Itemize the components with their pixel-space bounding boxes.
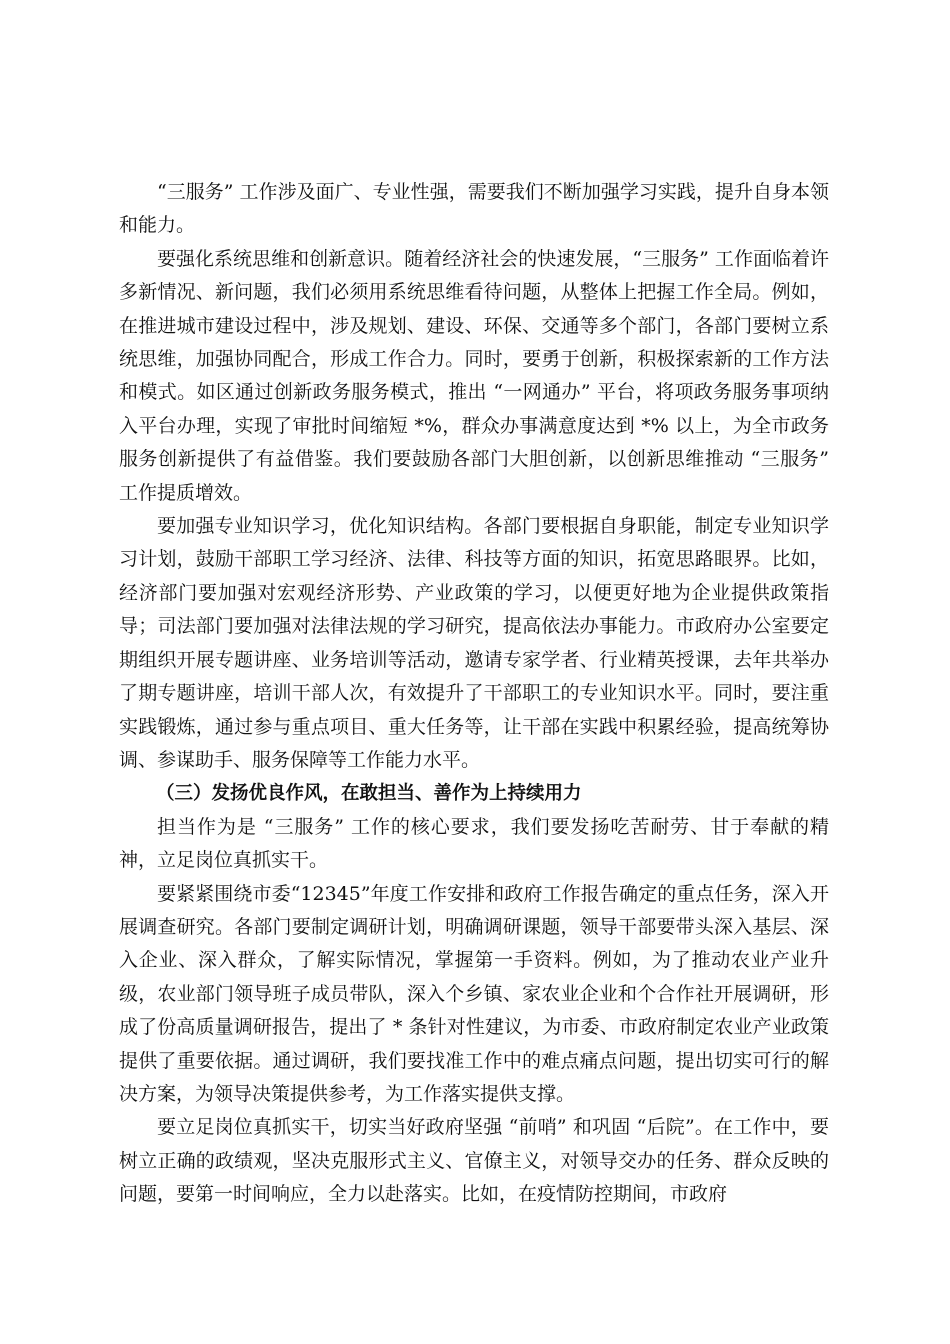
document-body (119, 176, 829, 1212)
paragraph-practical-work: 要立足岗位真抓实干，切实当好政府坚强 “前哨” 和巩固 “后院”。在工作中，要树立正确的政绩观，坚决克服形式主义、官僚主义，对领导交办的任务、群众反映的问题，要第一时间响应，全力以赴落实。比如，在疫情防控期间，市政府 (119, 1116, 829, 1206)
paragraph-systems-thinking: 要强化系统思维和创新意识。随着经济社会的快速发展，“三服务” 工作面临着许多新情况、新问题，我们必须用系统思维看待问题，从整体上把握工作全局。例如，在推进城市建设过程中，涉及规划、建设、环保、交通等多个部门，各部门要树立系统思维，加强协同配合，形成工作合力。同时，要勇于创新，积极探索新的工作方法和模式。如区通过创新政务服务模式，推出 “一网通办” 平台，将项政务服务事项纳入平台办理，实现了审批时间缩短 *%，群众办事满意度达到 *% 以上，为全市政务服务创新提供了有益借鉴。我们要鼓励各部门大胆创新，以创新思维推动 “三服务” 工作提质增效。 (119, 247, 829, 504)
paragraph-research: 要紧紧围绕市委“12345”年度工作安排和政府工作报告确定的重点任务，深入开展调查研究。各部门要制定调研计划，明确调研课题，领导干部要带头深入基层、深入企业、深入群众，了解实际情况，掌握第一手资料。例如，为了推动农业产业升级，农业部门领导班子成员带队，深入个乡镇、家农业企业和个合作社开展调研，形成了份高质量调研报告，提出了 * 条针对性建议，为市委、市政府制定农业产业政策提供了重要依据。通过调研，我们要找准工作中的难点痛点问题，提出切实可行的解决方案，为领导决策提供参考，为工作落实提供支撑。 (119, 882, 829, 1105)
paragraph-intro: “三服务” 工作涉及面广、专业性强，需要我们不断加强学习实践，提升自身本领和能力。 (119, 181, 829, 237)
paragraph-professional-learning: 要加强专业知识学习，优化知识结构。各部门要根据自身职能，制定专业知识学习计划，鼓励干部职工学习经济、法律、科技等方面的知识，拓宽思路眼界。比如，经济部门要加强对宏观经济形势、产业政策的学习，以便更好地为企业提供政策指导；司法部门要加强对法律法规的学习研究，提高依法办事能力。市政府办公室要定期组织开展专题讲座、业务培训等活动，邀请专家学者、行业精英授课，去年共举办了期专题讲座，培训干部人次，有效提升了干部职工的专业知识水平。同时，要注重实践锻炼，通过参与重点项目、重大任务等，让干部在实践中积累经验，提高统筹协调、参谋助手、服务保障等工作能力水平。 (119, 515, 829, 771)
section-heading: （三）发扬优良作风，在敢担当、善作为上持续用力 (156, 783, 582, 805)
paragraph-responsibility: 担当作为是 “三服务” 工作的核心要求，我们要发扬吃苦耐劳、甘于奉献的精神，立足岗位真抓实干。 (119, 815, 829, 872)
